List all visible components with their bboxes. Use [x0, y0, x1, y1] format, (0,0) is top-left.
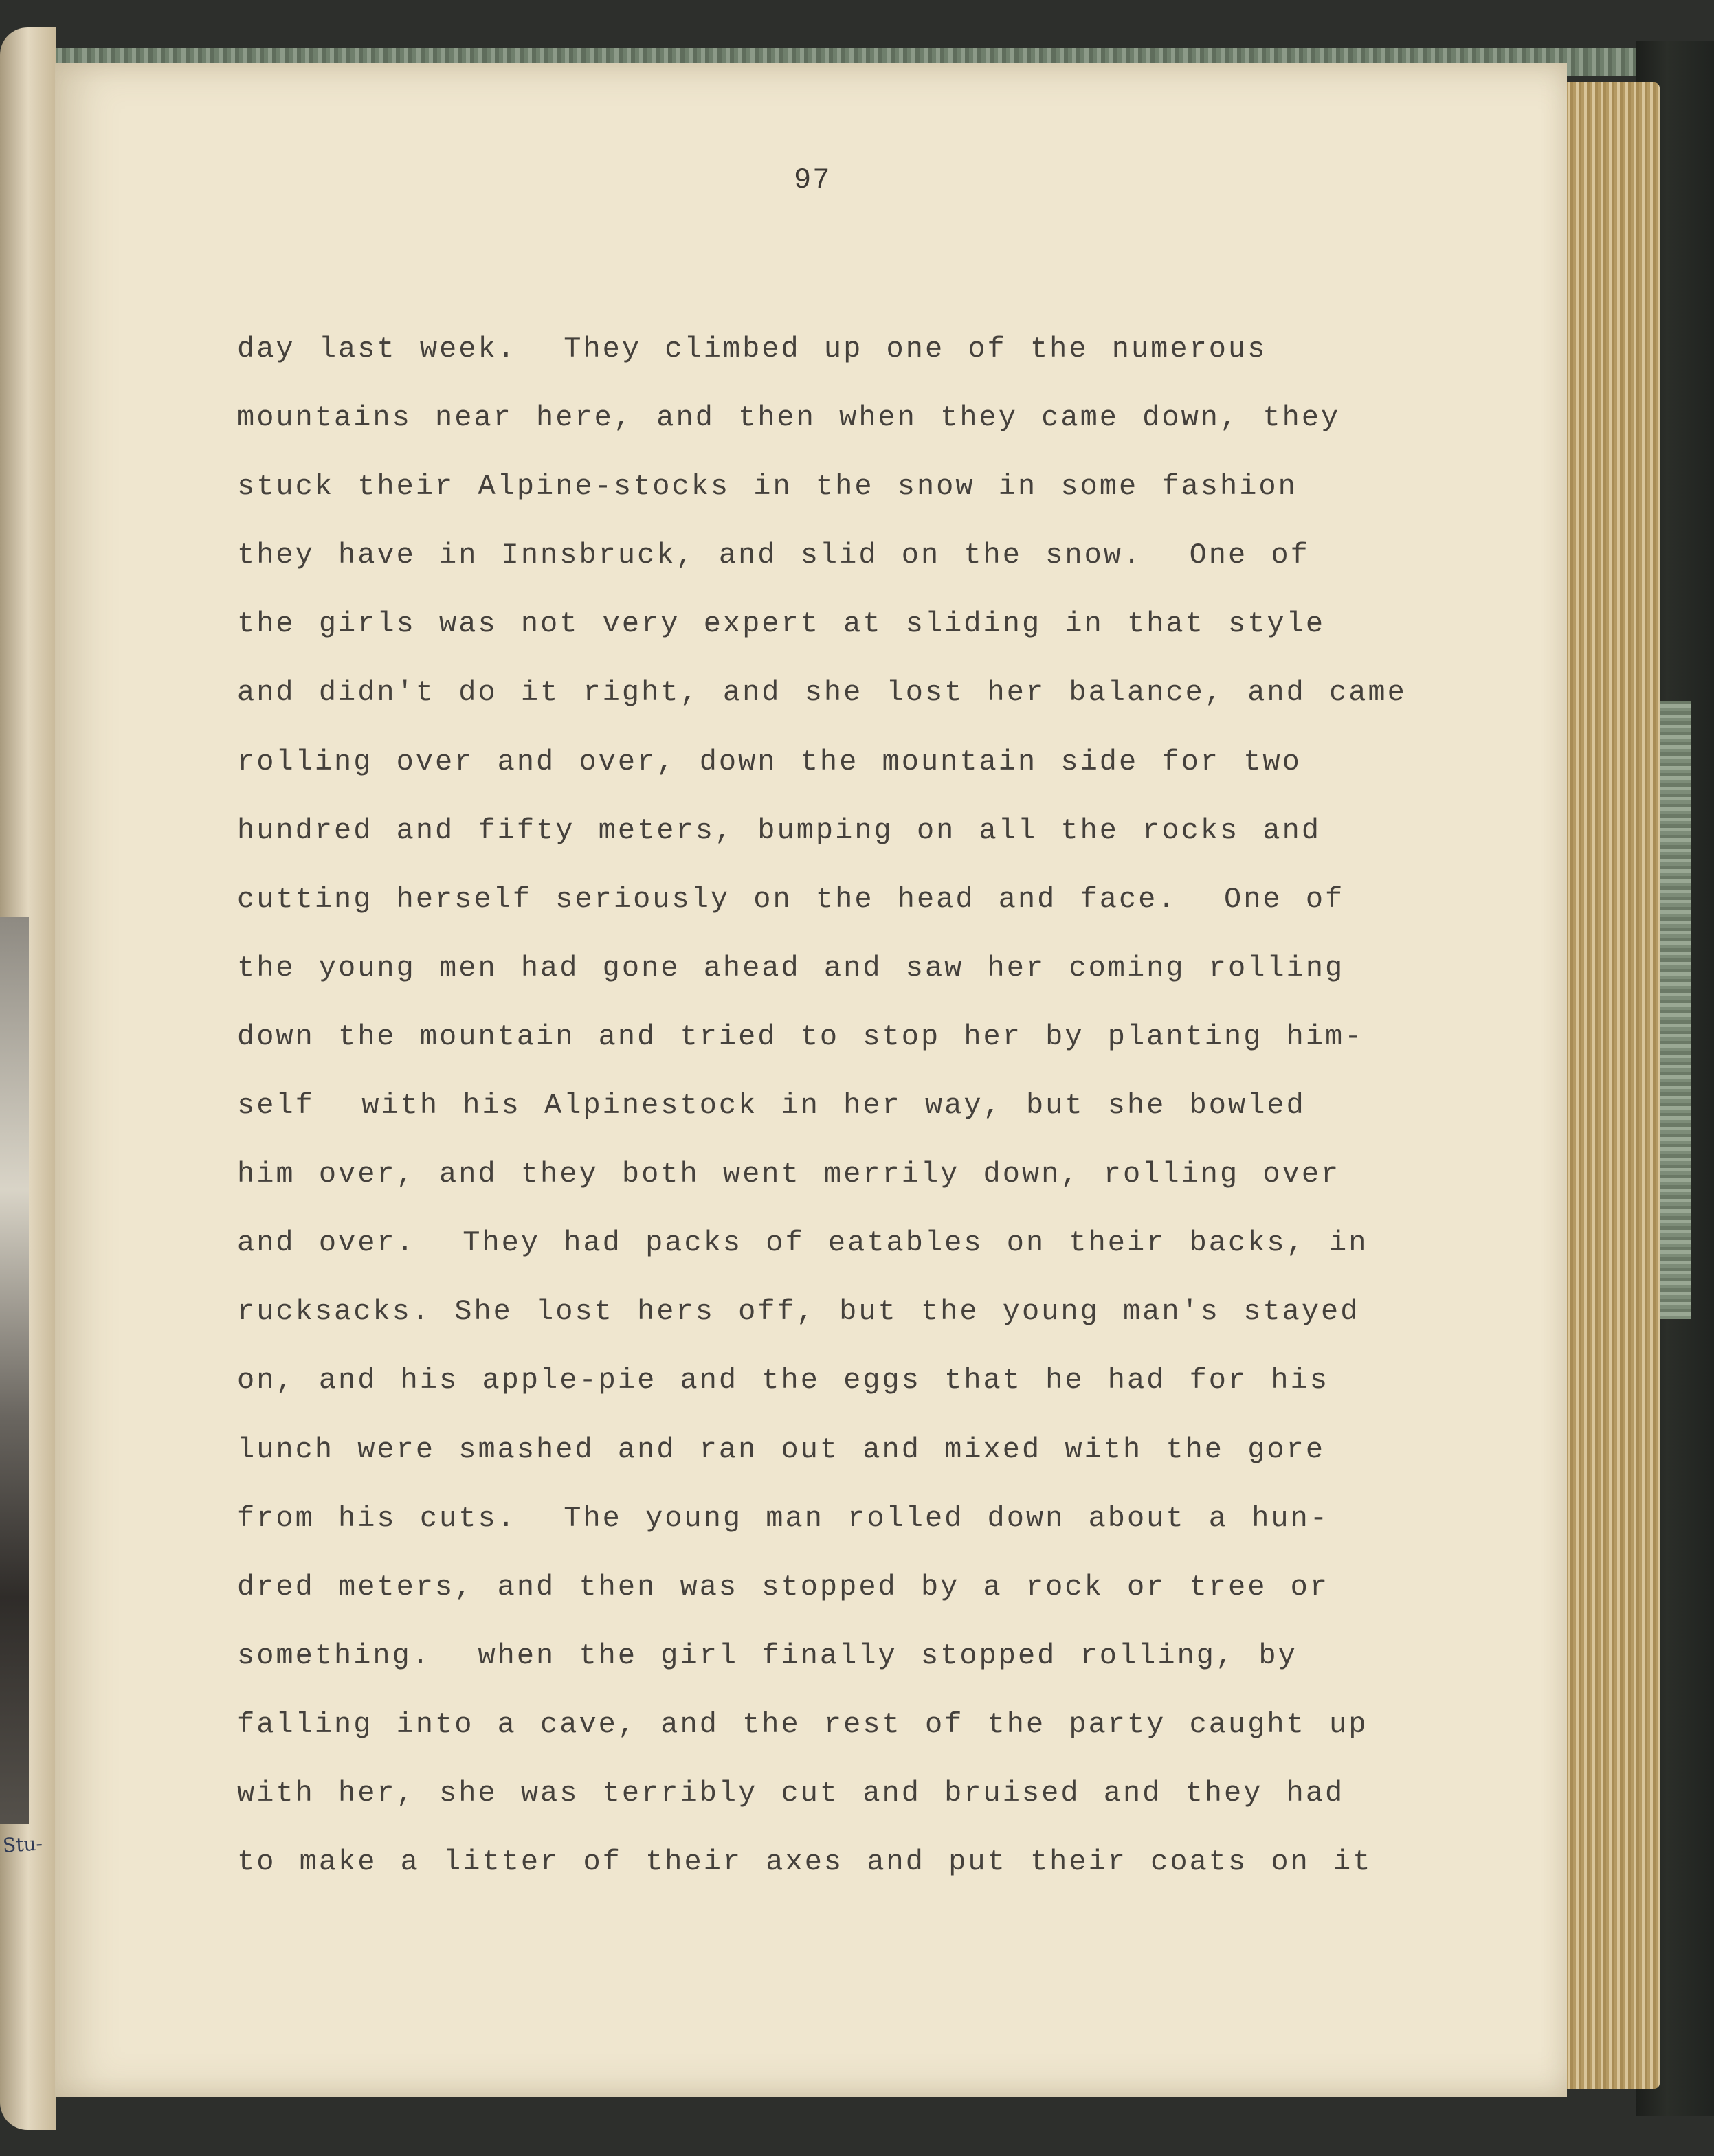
text-line: falling into a cave, and the rest of the party caught up: [237, 1707, 1368, 1741]
typed-text-body: [237, 328, 1407, 1910]
text-line: and over. They had packs of eatables on their backs, in: [237, 1226, 1368, 1260]
text-line: dred meters, and then was stopped by a rock or tree or: [237, 1570, 1330, 1604]
text-line: cutting herself seriously on the head and face. One of: [237, 882, 1345, 916]
text-line: from his cuts. The young man rolled down about a hun-: [237, 1501, 1330, 1535]
text-line: day last week. They climbed up one of the numerous: [237, 333, 1267, 366]
text-line: to make a litter of their axes and put their coats on it: [237, 1845, 1372, 1879]
text-line: stuck their Alpine-stocks in the snow in some fashion: [237, 470, 1298, 504]
left-facing-page: [0, 27, 56, 2130]
text-line: hundred and fifty meters, bumping on all the rocks and: [237, 813, 1322, 847]
left-page-margin-note: Stu-: [2, 1832, 43, 1857]
text-line: the young men had gone ahead and saw her coming rolling: [237, 951, 1345, 985]
text-line: rucksacks. She lost hers off, but the young man's stayed: [237, 1295, 1360, 1329]
text-line: the girls was not very expert at sliding in that style: [237, 607, 1326, 641]
text-line: something. when the girl finally stopped rolling, by: [237, 1639, 1298, 1672]
text-line: rolling over and over, down the mountain side for two: [237, 745, 1302, 778]
text-line: on, and his apple-pie and the eggs that he had for his: [237, 1364, 1330, 1397]
left-page-photo: [0, 917, 29, 1824]
text-line: self with his Alpinestock in her way, but she bowled: [237, 1089, 1306, 1123]
text-line: they have in Innsbruck, and slid on the snow. One of: [237, 539, 1310, 572]
text-line: down the mountain and tried to stop her by planting him-: [237, 1020, 1364, 1053]
text-line: with her, she was terribly cut and bruised and they had: [237, 1776, 1345, 1810]
text-line: and didn't do it right, and she lost her balance, and came: [237, 676, 1407, 710]
text-line: lunch were smashed and ran out and mixed with the gore: [237, 1433, 1326, 1466]
page-number: 97: [794, 164, 832, 196]
text-line: mountains near here, and then when they came down, they: [237, 401, 1341, 435]
text-line: him over, and they both went merrily down, rolling over: [237, 1158, 1341, 1191]
page-edges: [1557, 82, 1660, 2089]
